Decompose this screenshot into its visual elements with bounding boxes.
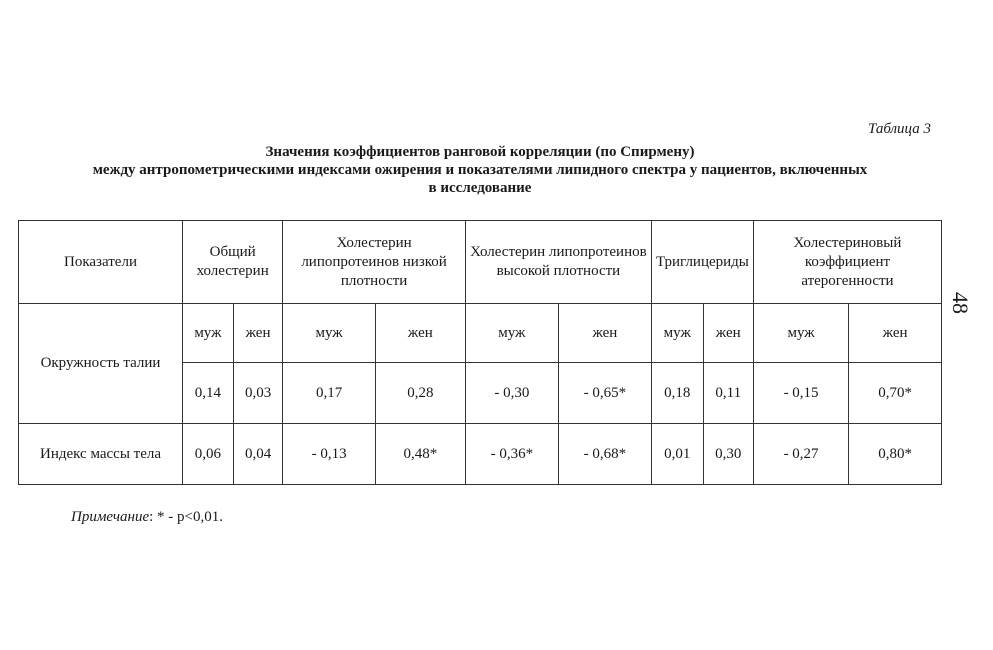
col-header: Показатели — [19, 221, 183, 304]
value-cell: - 0,36* — [465, 424, 558, 485]
value-cell: 0,11 — [703, 363, 753, 424]
sex-label: муж — [753, 304, 848, 363]
title-line-3: в исследование — [428, 180, 532, 196]
table-label: Таблица 3 — [868, 121, 931, 137]
note-label: Примечание — [71, 509, 150, 525]
value-cell: 0,30 — [703, 424, 753, 485]
value-cell: 0,48* — [375, 424, 465, 485]
value-cell: 0,80* — [849, 424, 942, 485]
value-cell: 0,28 — [375, 363, 465, 424]
value-cell: - 0,30 — [465, 363, 558, 424]
value-cell: 0,14 — [183, 363, 234, 424]
group-header: Триглицериды — [651, 221, 753, 304]
sex-label: жен — [558, 304, 651, 363]
group-header: Холестерин липопротеинов низкой плотности — [283, 221, 466, 304]
page-number: 48 — [948, 292, 973, 314]
sex-label: муж — [183, 304, 234, 363]
note-text: : * - p<0,01. — [149, 509, 223, 525]
sex-label: жен — [849, 304, 942, 363]
correlation-table — [18, 220, 942, 485]
table-note — [71, 509, 223, 526]
value-cell: 0,03 — [233, 363, 283, 424]
title-line-1: Значения коэффициентов ранговой корреляции (по Спирмену) — [265, 144, 695, 160]
value-cell: 0,01 — [651, 424, 703, 485]
value-cell: 0,17 — [283, 363, 376, 424]
sex-label: жен — [703, 304, 753, 363]
value-cell: 0,04 — [233, 424, 283, 485]
value-cell: 0,06 — [183, 424, 234, 485]
value-cell: - 0,13 — [283, 424, 376, 485]
value-cell: 0,70* — [849, 363, 942, 424]
table-row — [19, 424, 942, 485]
value-cell: - 0,68* — [558, 424, 651, 485]
value-cell: 0,18 — [651, 363, 703, 424]
sex-label: муж — [283, 304, 376, 363]
sex-label: жен — [233, 304, 283, 363]
row-label: Индекс массы тела — [19, 424, 183, 485]
value-cell: - 0,65* — [558, 363, 651, 424]
group-header: Холестериновый коэффициент атерогенности — [753, 221, 941, 304]
value-cell: - 0,27 — [753, 424, 848, 485]
sex-row — [19, 304, 942, 363]
title-line-2: между антропометрическими индексами ожирения и показателями липидного спектра у пациентов, включенных — [92, 162, 868, 178]
sex-label: муж — [465, 304, 558, 363]
table-title — [20, 143, 940, 197]
group-header: Холестерин липопротеинов высокой плотности — [465, 221, 651, 304]
row-label: Окружность талии — [19, 304, 183, 424]
value-cell: - 0,15 — [753, 363, 848, 424]
sex-label: жен — [375, 304, 465, 363]
group-header: Общий холестерин — [183, 221, 283, 304]
sex-label: муж — [651, 304, 703, 363]
header-row — [19, 221, 942, 304]
